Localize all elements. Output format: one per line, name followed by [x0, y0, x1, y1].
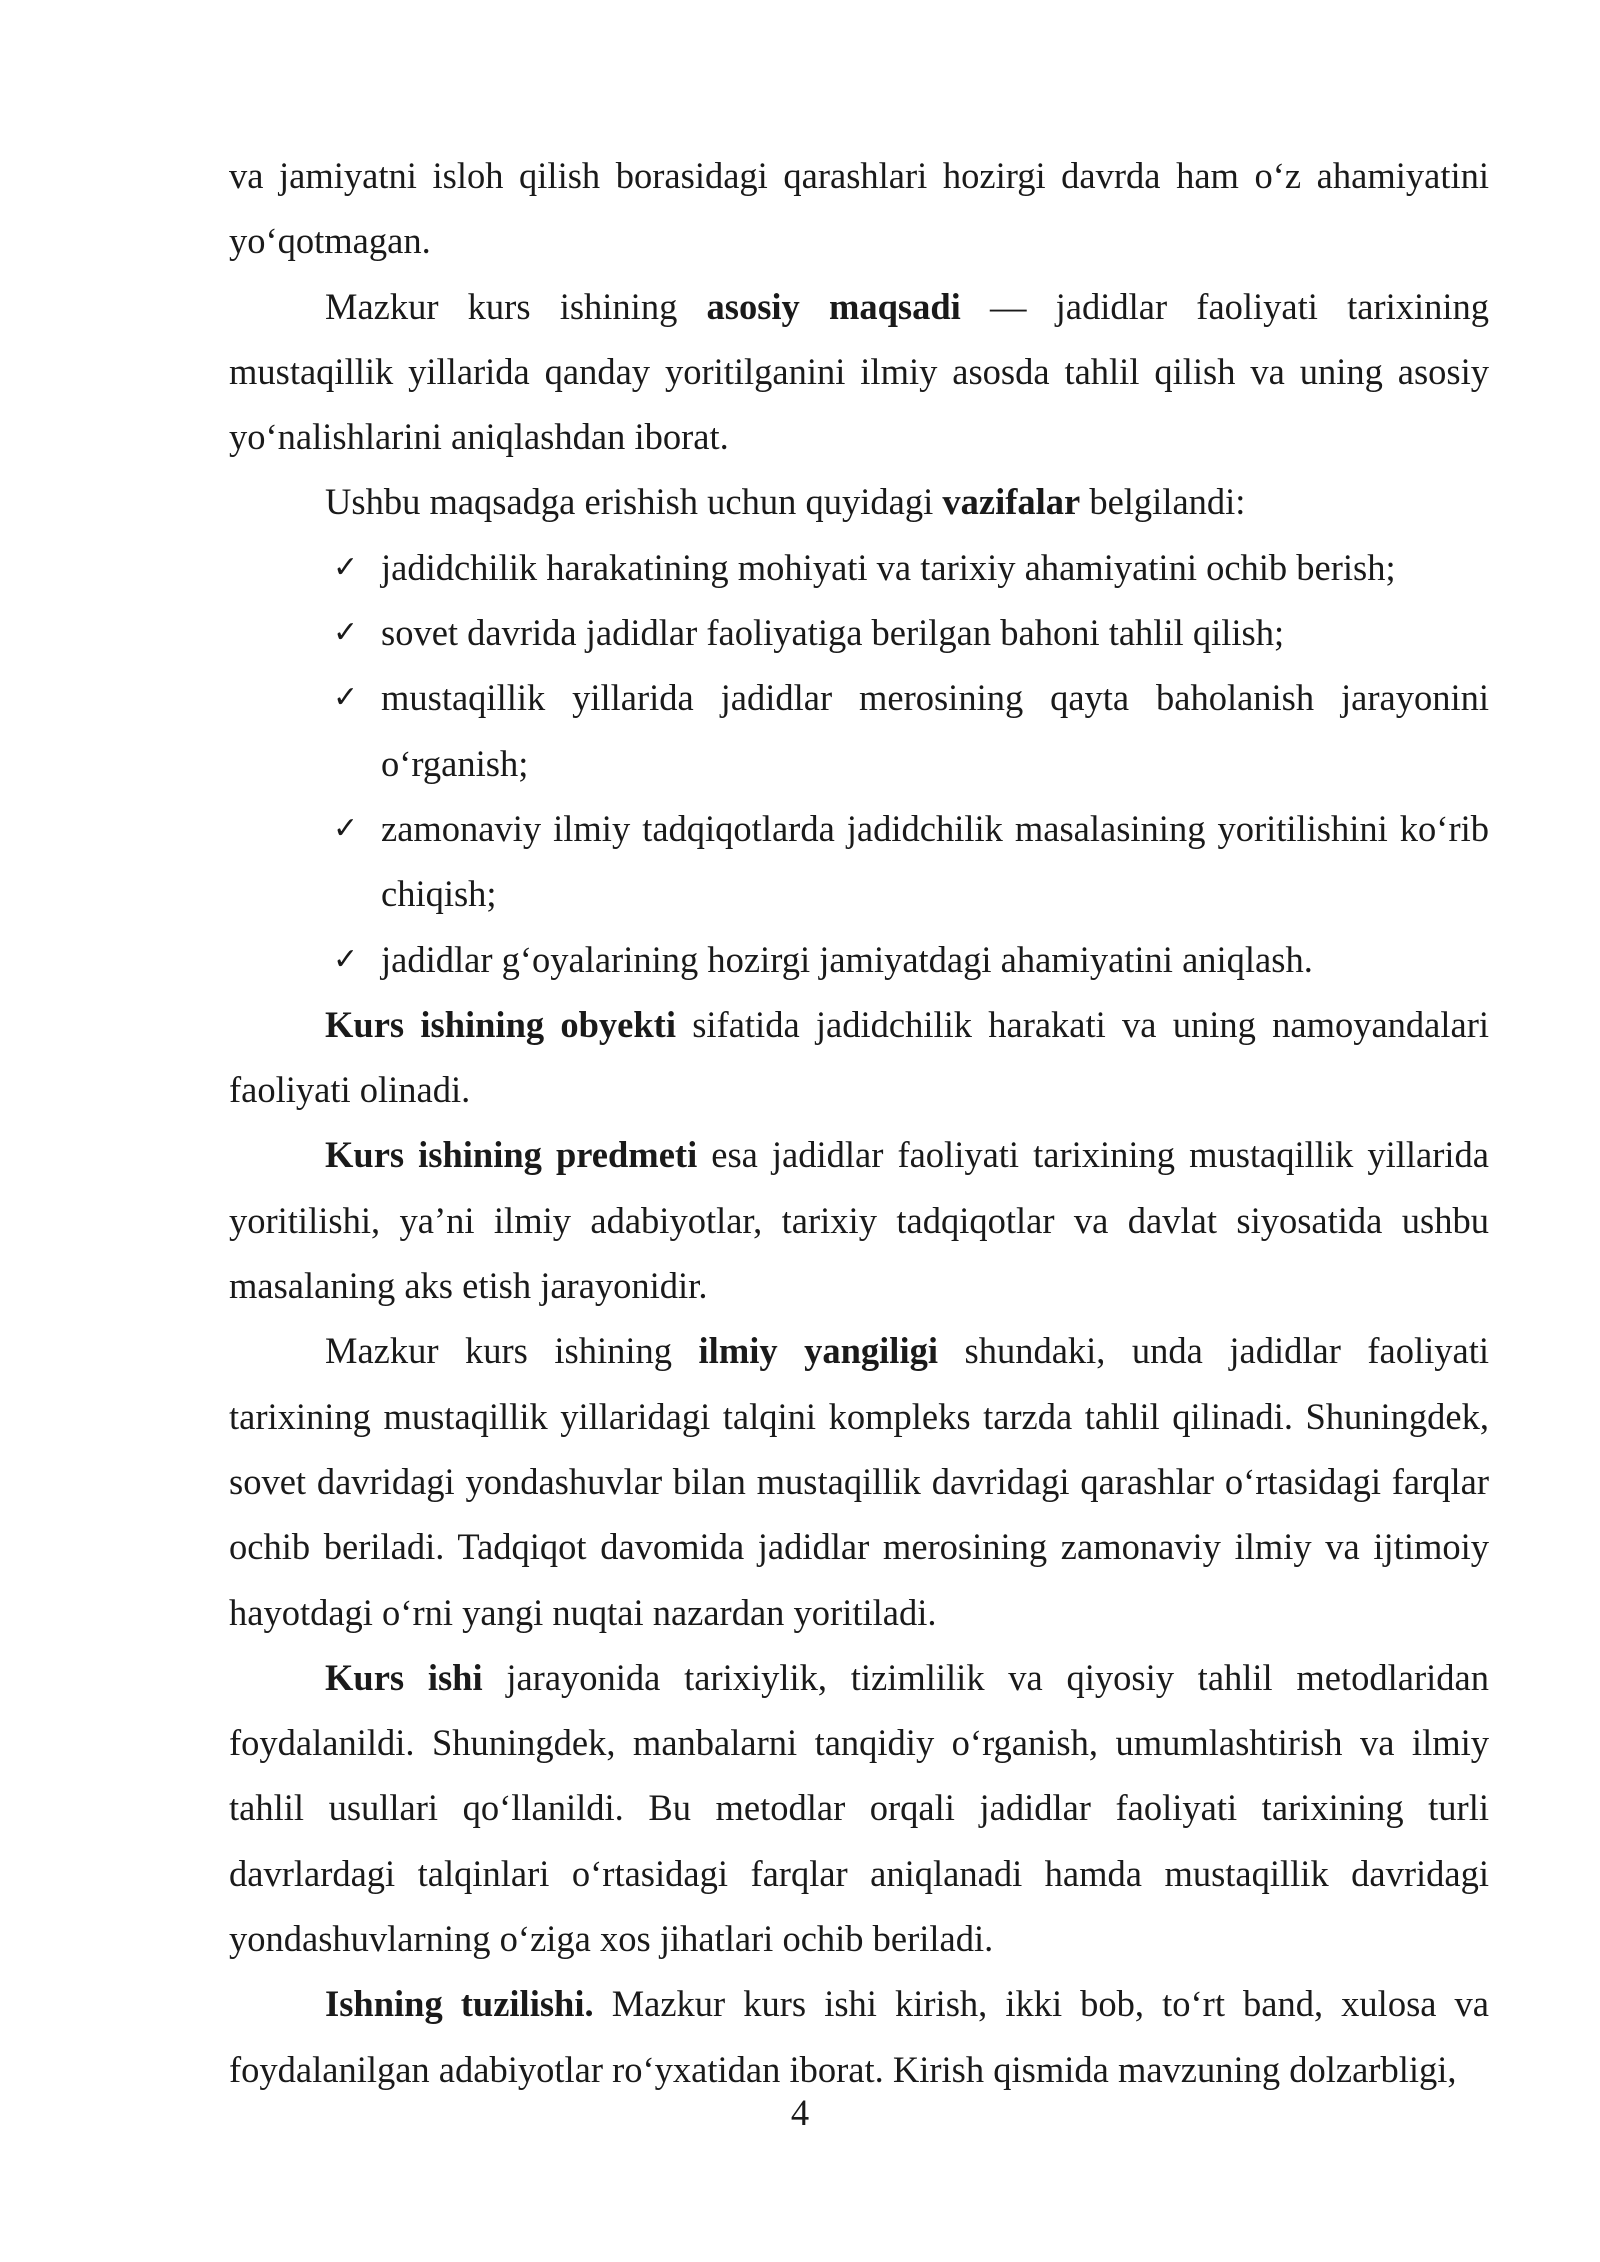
paragraph-text: Mazkur kurs ishi kirish, ikki bob, to‘rt band, xulosa va foydalanilgan adabiyotlar ro‘yxatidan iborat. Kirish qismida mavzuning dolzarbligi, — [229, 1983, 1489, 2090]
paragraph-text: esa jadidlar faoliyati tarixining mustaqillik yillarida yoritilishi, ya’ni ilmiy adabiyotlar, tarixiy tadqiqotlar va davlat siyosatida ushbu masalaning aks etish jarayonidir. — [229, 1134, 1489, 1307]
paragraph-text: belgilandi: — [1080, 481, 1246, 523]
checkmark-icon: ✓ — [333, 615, 359, 651]
task-list — [229, 535, 1489, 992]
list-item — [333, 665, 1489, 796]
list-item — [333, 535, 1489, 600]
bold-term-novelty: ilmiy yangiligi — [698, 1330, 938, 1372]
bold-term-structure: Ishning tuzilishi. — [325, 1983, 594, 2025]
paragraph-text: shundaki, unda jadidlar faoliyati tarixining mustaqillik yillaridagi talqini kompleks tarzda tahlil qilinadi. Shuningdek, sovet davridagi yondashuvlar bilan mustaqillik davridagi qarashlar o‘rtasidagi farqlar ochib beriladi. Tadqiqot davomida jadidlar merosining zamonaviy ilmiy va ijtimoiy hayotdagi o‘rni yangi nuqtai nazardan yoritiladi. — [229, 1330, 1489, 1633]
paragraph-text: sifatida jadidchilik harakati va uning namoyandalari faoliyati olinadi. — [229, 1003, 1490, 1111]
paragraph-text: Mazkur kurs ishining — [325, 1330, 699, 1372]
paragraph-tasks-intro — [229, 469, 1489, 534]
paragraph-text: jarayonida tarixiylik, tizimlilik va qiyosiy tahlil metodlaridan foydalanildi. Shuningdek, manbalarni tanqidiy o‘rganish, umumlashtirish va ilmiy tahlil usullari qo‘llanildi. Bu metodlar orqali jadidlar faoliyati tarixining turli davrlardagi talqinlari o‘rtasidagi farqlar aniqlanadi hamda mustaqillik davridagi yondashuvlarning o‘ziga xos jihatlari ochib beriladi. — [229, 1656, 1489, 1960]
paragraph-methods — [229, 1645, 1489, 1971]
checkmark-icon: ✓ — [333, 549, 359, 585]
bold-term-subject: Kurs ishining predmeti — [325, 1134, 698, 1176]
list-item-text: mustaqillik yillarida jadidlar merosining qayta baholanish jarayonini o‘rganish; — [381, 677, 1489, 784]
list-item — [333, 600, 1489, 665]
list-item-text: sovet davrida jadidlar faoliyatiga berilgan bahoni tahlil qilish; — [381, 612, 1285, 654]
bold-term-aim: asosiy maqsadi — [706, 285, 961, 327]
list-item-text: jadidchilik harakatining mohiyati va tarixiy ahamiyatini ochib berish; — [381, 546, 1396, 588]
paragraph-subject — [229, 1122, 1489, 1318]
list-item-text: jadidlar g‘oyalarining hozirgi jamiyatdagi ahamiyatini aniqlash. — [381, 938, 1313, 980]
body-text — [229, 143, 1489, 2102]
checkmark-icon: ✓ — [333, 810, 359, 846]
list-item — [333, 927, 1489, 992]
paragraph-text: Ushbu maqsadga erishish uchun quyidagi — [325, 481, 943, 523]
bold-term-tasks: vazifalar — [942, 481, 1081, 523]
list-item — [333, 796, 1489, 927]
checkmark-icon: ✓ — [333, 680, 359, 716]
bold-term-methods: Kurs ishi — [325, 1656, 483, 1698]
paragraph-aim — [229, 274, 1489, 470]
bold-term-object: Kurs ishining obyekti — [325, 1003, 676, 1045]
page-number: 4 — [790, 2092, 810, 2133]
list-item-text: zamonaviy ilmiy tadqiqotlarda jadidchilik masalasining yoritilishini ko‘rib chiqish; — [381, 807, 1489, 915]
paragraph-text: va jamiyatni isloh qilish borasidagi qarashlari hozirgi davrda ham o‘z ahamiyatini yo‘qotmagan. — [229, 155, 1489, 262]
paragraph-object — [229, 992, 1489, 1123]
paragraph-novelty — [229, 1318, 1489, 1644]
paragraph-continuation — [229, 143, 1489, 274]
checkmark-icon: ✓ — [333, 941, 359, 977]
paragraph-text: — jadidlar faoliyati tarixining mustaqillik yillarida qanday yoritilganini ilmiy asosda tahlil qilish va uning asosiy yo‘nalishlarini aniqlashdan iborat. — [229, 285, 1490, 458]
paragraph-text: Mazkur kurs ishining — [325, 285, 707, 327]
